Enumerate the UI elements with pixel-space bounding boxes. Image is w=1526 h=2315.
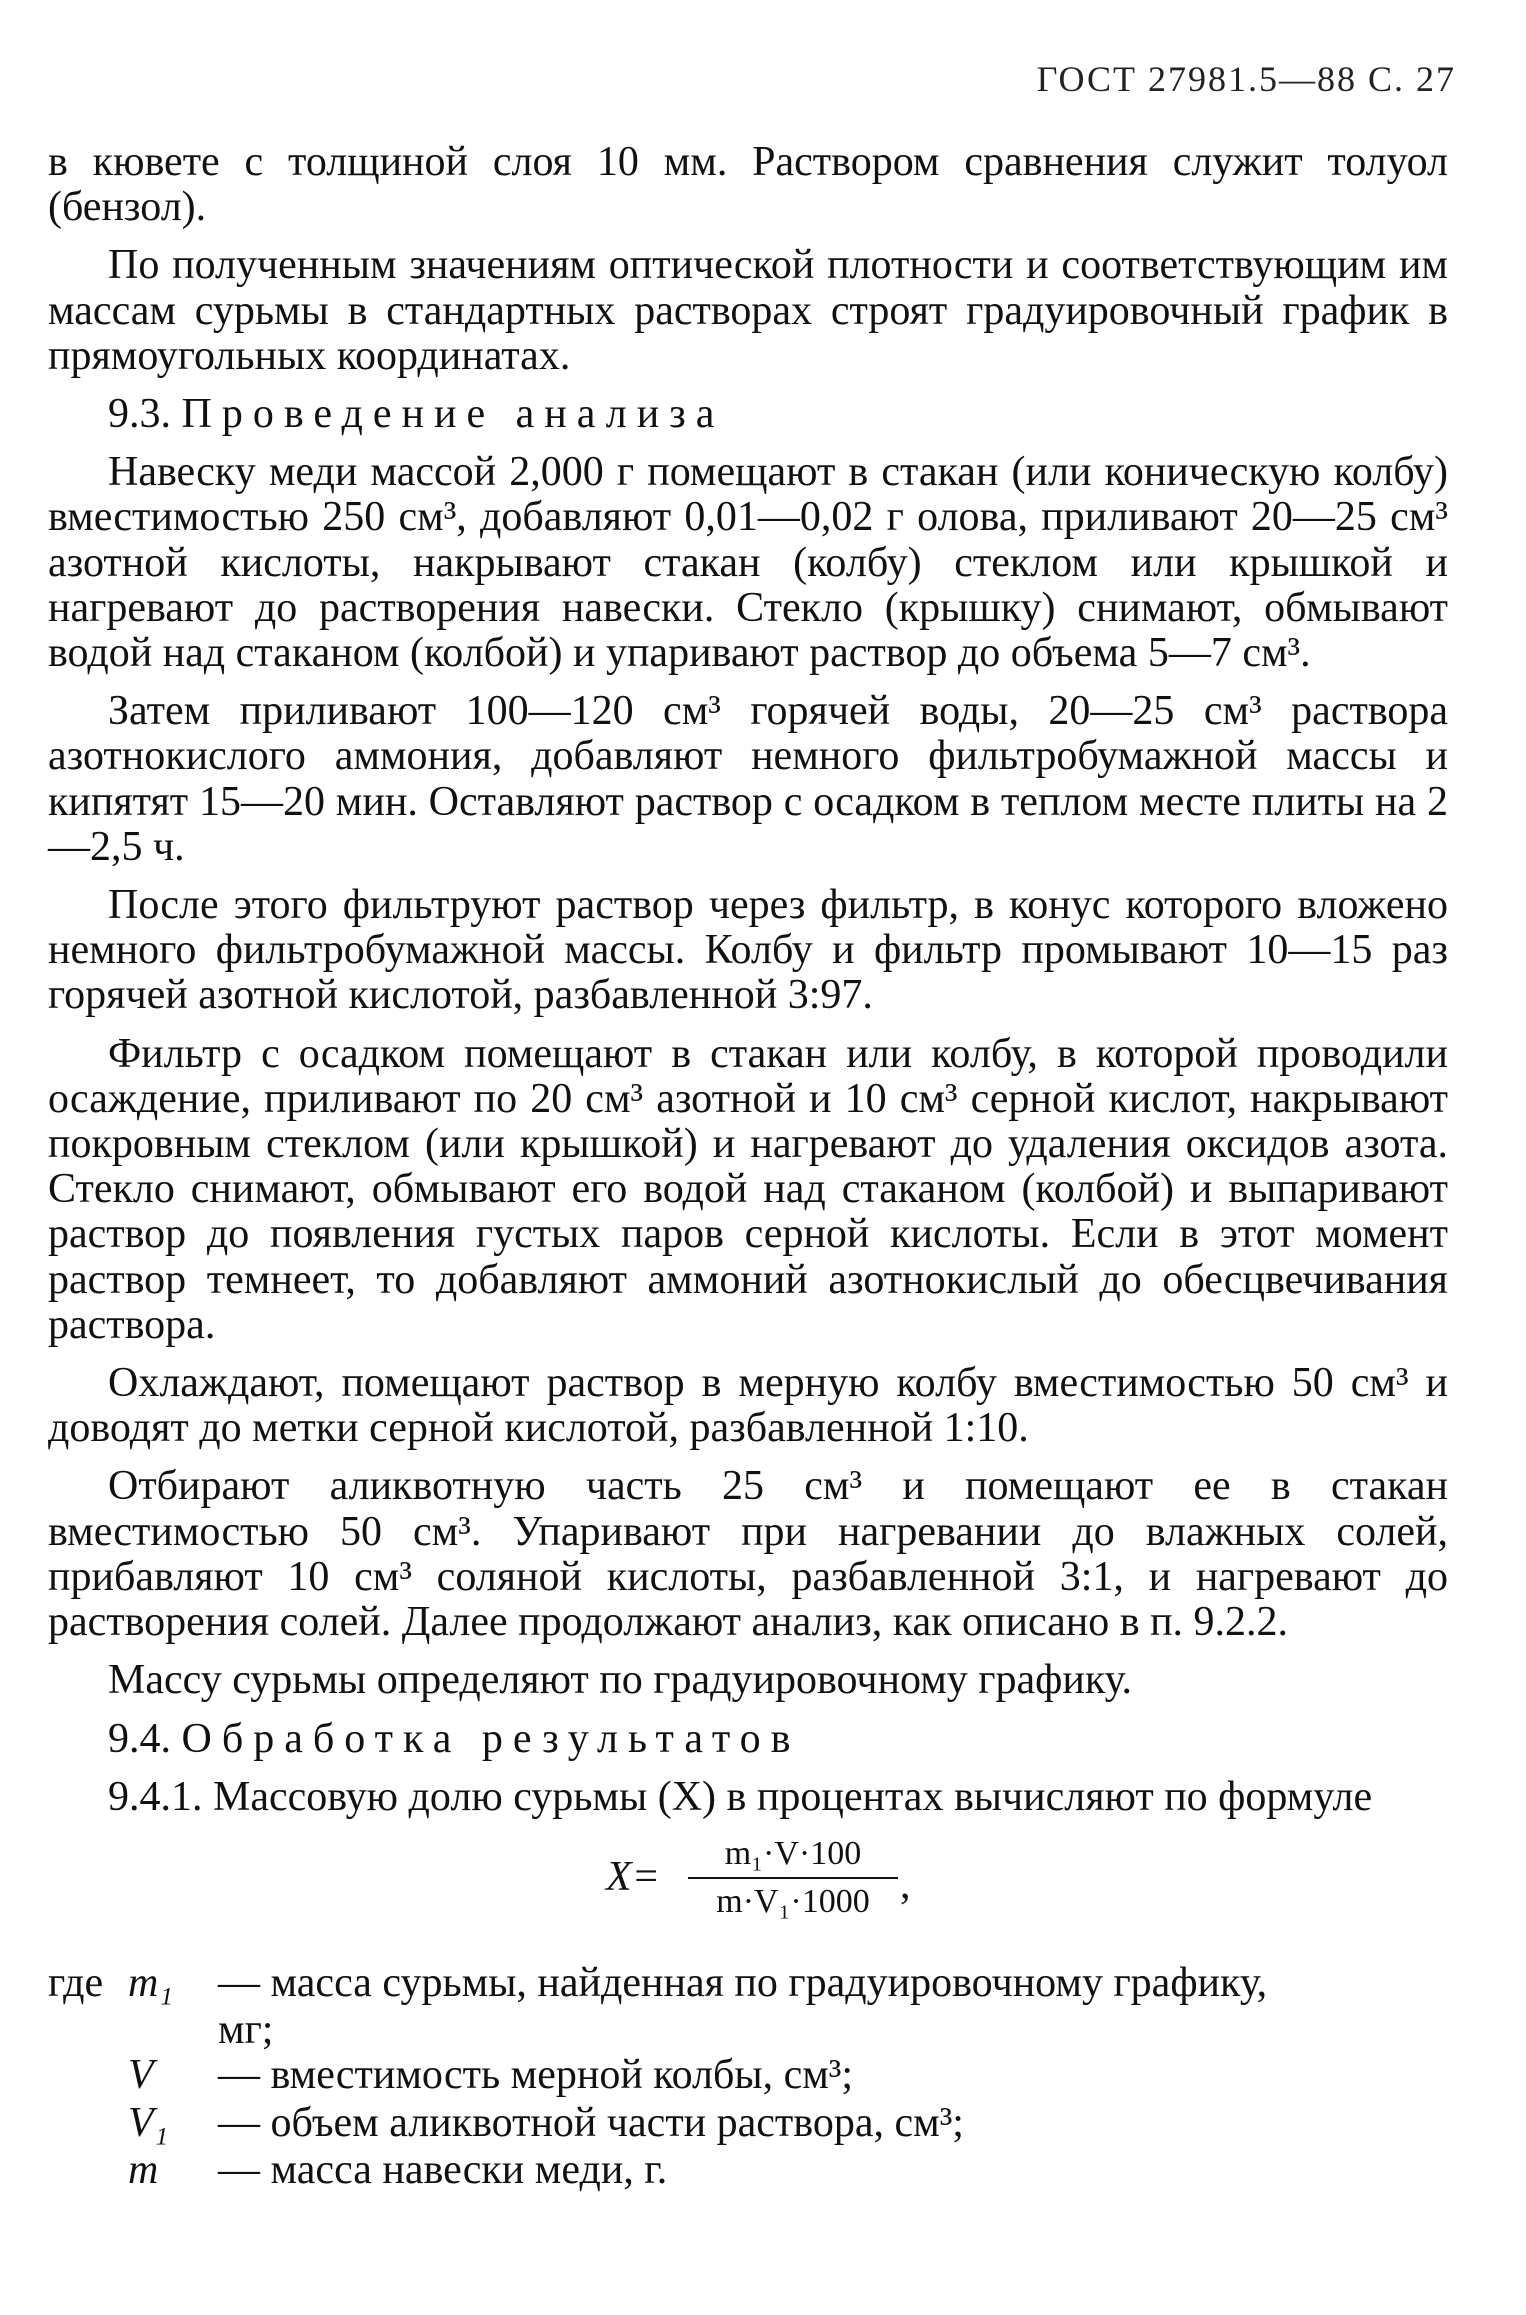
legend-description: — вместимость мерной колбы, см³; bbox=[218, 2052, 854, 2099]
paragraph-formula-intro: 9.4.1. Массовую долю сурьмы (X) в процентах вычисляют по формуле bbox=[108, 1773, 1373, 1820]
legend-description-continuation: мг; bbox=[218, 2007, 274, 2054]
formula-denominator: m·V₁·1000 bbox=[716, 1882, 870, 1920]
legend-row bbox=[48, 2053, 1448, 2098]
legend-where-word: где bbox=[48, 1959, 104, 2006]
paragraph-boiling: Затем приливают 100—120 см³ горячей воды, 20—25 см³ раствора азотнокислого аммония, добавляют немного фильтробумажной массы и кипятят 15—20 мин. Оставляют раствор с осадком в теплом месте плиты на 2—2,5 ч. bbox=[48, 688, 1448, 870]
section-heading-9-4 bbox=[48, 1717, 1448, 1762]
section-number: 9.3. bbox=[108, 391, 171, 438]
legend-symbol: m₁ bbox=[128, 1959, 173, 2006]
formula-fraction bbox=[688, 1833, 898, 1923]
section-title: Проведение анализа bbox=[181, 391, 725, 438]
paragraph-determination: Массу сурьмы определяют по градуировочному графику. bbox=[108, 1657, 1132, 1704]
section-heading-9-3 bbox=[48, 392, 1448, 437]
formula-numerator: m₁·V·100 bbox=[688, 1833, 898, 1879]
variable-legend bbox=[48, 1961, 1448, 2193]
paragraph-filtration: После этого фильтруют раствор через фильтр, в конус которого вложено немного фильтробумажной массы. Колбу и фильтр промывают 10—15 раз горячей азотной кислотой, разбавленной 3:97. bbox=[48, 882, 1448, 1019]
legend-symbol: V₁ bbox=[128, 2099, 169, 2146]
paragraph-sample-dissolution: Навеску меди массой 2,000 г помещают в стакан (или коническую колбу) вместимостью 250 см³, добавляют 0,01—0,02 г олова, приливают 20—25 см³ азотной кислоты, накрывают стакан (колбу) стеклом или крышкой и нагревают до растворения навески. Стекло (крышку) снимают, обмывают водой над стаканом (колбой) и упаривают раствор до объема 5—7 см³. bbox=[48, 449, 1448, 677]
legend-row bbox=[48, 2101, 1448, 2146]
legend-row bbox=[48, 1961, 1448, 2006]
legend-symbol: V bbox=[128, 2052, 154, 2099]
document-body bbox=[48, 140, 1448, 2195]
paragraph-cooling: Охлаждают, помещают раствор в мерную колбу вместимостью 50 см³ и доводят до метки серной кислотой, разбавленной 1:10. bbox=[48, 1360, 1448, 1452]
page-header: ГОСТ 27981.5—88 С. 27 bbox=[1036, 59, 1456, 99]
section-number: 9.4. bbox=[108, 1715, 171, 1762]
paragraph-aliquot: Отбирают аликвотную часть 25 см³ и помещают ее в стакан вместимостью 50 см³. Упаривают при нагревании до влажных солей, прибавляют 10 см³ соляной кислоты, разбавленной 3:1, и нагревают до растворения солей. Далее продолжают анализ, как описано в п. 9.2.2. bbox=[48, 1463, 1448, 1646]
formula-trailing-comma: , bbox=[900, 1861, 911, 1908]
paragraph-calibration-graph: По полученным значениям оптической плотности и соответствующим им массам сурьмы в стандартных растворах строят градуировочный график в прямоугольных координатах. bbox=[48, 242, 1448, 379]
formula bbox=[48, 1833, 1448, 1943]
legend-description: — масса сурьмы, найденная по градуировочному графику, bbox=[218, 1959, 1268, 2006]
section-title: Обработка результатов bbox=[181, 1715, 801, 1762]
paragraph-continuation: в кювете с толщиной слоя 10 мм. Раствором сравнения служит толуол (бензол). bbox=[48, 139, 1448, 231]
legend-row bbox=[48, 2148, 1448, 2193]
legend-description: — объем аликвотной части раствора, см³; bbox=[218, 2099, 964, 2146]
paragraph-acid-treatment: Фильтр с осадком помещают в стакан или колбу, в которой проводили осаждение, приливают по 20 см³ азотной и 10 см³ серной кислот, накрывают покровным стеклом (или крышкой) и нагревают до удаления оксидов азота. Стекло снимают, обмывают его водой над стаканом (колбой) и выпаривают раствор до появления густых паров серной кислоты. Если в этот момент раствор темнеет, то добавляют аммоний азотнокислый до обесцвечивания раствора. bbox=[48, 1030, 1448, 1348]
legend-description: — масса навески меди, г. bbox=[218, 2146, 668, 2193]
legend-symbol: m bbox=[128, 2146, 159, 2193]
formula-lhs: X= bbox=[606, 1853, 660, 1900]
